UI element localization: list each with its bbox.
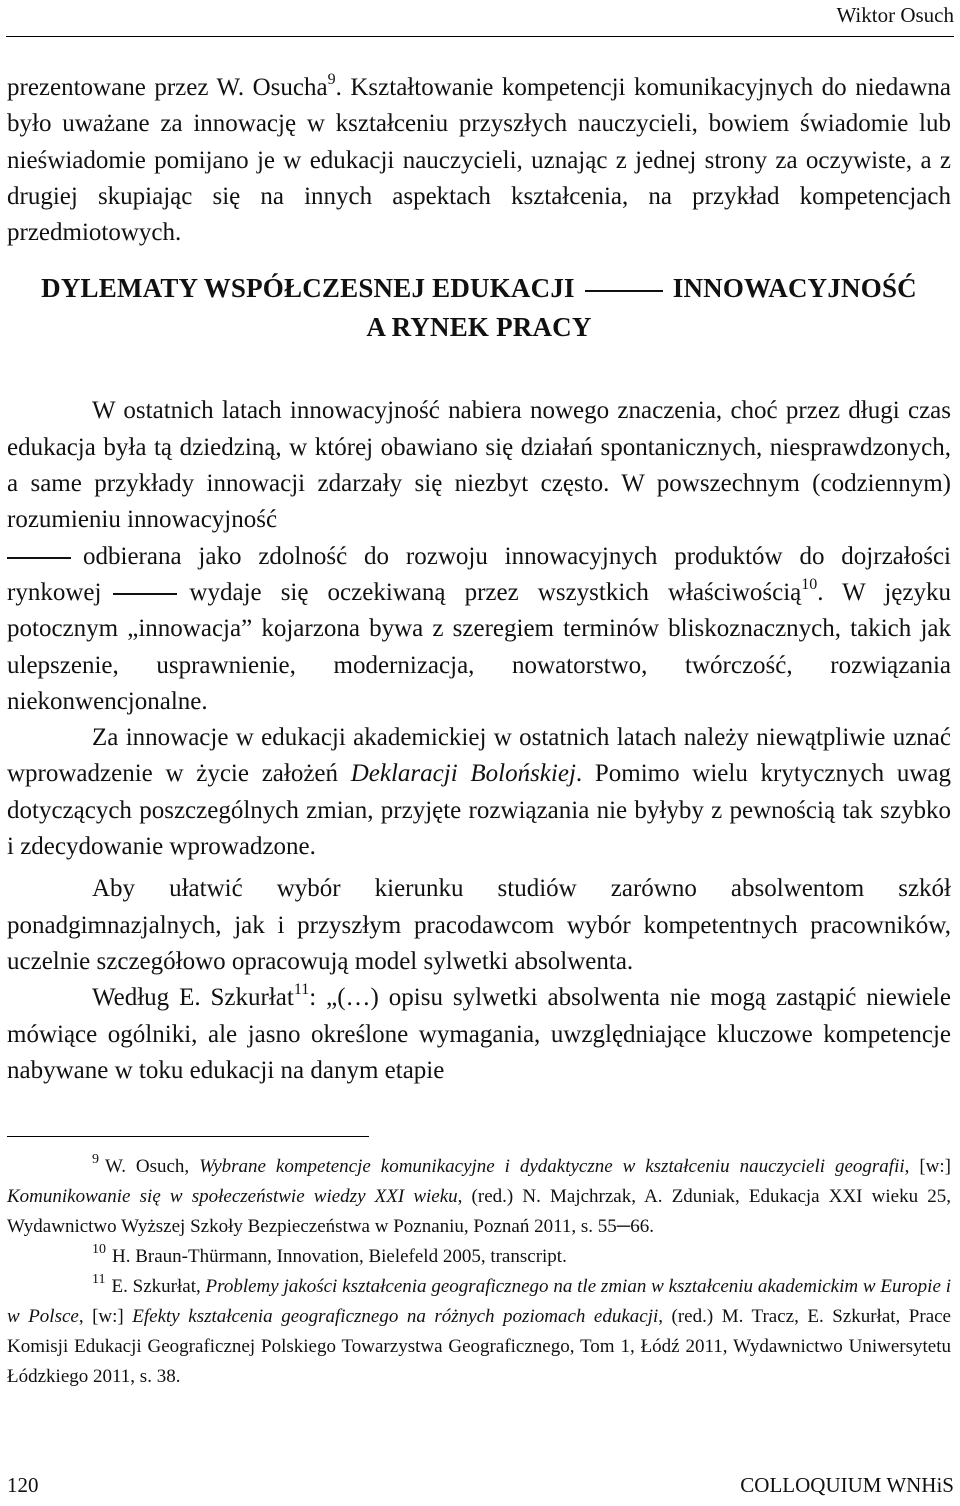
paragraph-1: W ostatnich latach innowacyjność nabiera nowego znaczenia, choć przez długi czas edukacja była tą dziedziną, w której obawiano się działań spontanicznych, niesprawdzonych, a same przykłady innowacji zdarzały się niezbyt często. W powszechnym (codziennym) rozumieniu innowacyjność odbierana jako zdolność do rozwoju innowacyjnych produktów do dojrzałości rynkowej wydaje się oczekiwaną przez wszystkich właściwością$^{10}$. W języku potocznym „innowacja” kojarzona bywa z szeregiem terminów bliskoznacznych, takich jak ulepszenie, usprawnienie, modernizacja, nowatorstwo, twórczość, rozwiązania niekonwencjonalne.	[7, 397, 951, 715]
page-number: 120	[7, 1473, 39, 1497]
em-dash	[113, 593, 177, 595]
section-heading: DYLEMATY WSPÓŁCZESNEJ EDUKACJI INNOWACYJNOŚĆ A RYNEK PRACY	[41, 273, 917, 343]
footnote-9: $^9$ W. Osuch, Wybrane kompetencje komunikacyjne i dydaktyczne w kształceniu nauczycieli geografii, [w:] Komunikowanie się w społeczeństwie wiedzy XXI wieku, (red.) N. Majchrzak, A. Zduniak, Edukacja XXI wieku 25, Wydawnictwo Wyższej Szkoły Bezpieczeństwa w Poznaniu, Poznań 2011, s. 55─66.	[7, 1152, 951, 1237]
footnote-ref-9[interactable]: 9	[327, 71, 336, 88]
main-text	[7, 70, 951, 1089]
footnote-10: $^{10}$ H. Braun-Thürmann, Innovation, Bielefeld 2005, transcript.	[92, 1242, 567, 1267]
em-dash	[585, 290, 663, 292]
journal-name: COLLOQUIUM WNHiS	[740, 1473, 954, 1497]
paragraph-2: Za innowacje w edukacji akademickiej w ostatnich latach należy niewątpliwie uznać wprowadzenie w życie założeń Deklaracji Bolońskiej. Pomimo wielu krytycznych uwag dotyczących poszczególnych zmian, przyjęte rozwiązania nie byłyby z pewnością tak szybko i zdecydowanie wprowadzone.	[7, 724, 951, 861]
paragraph-4: Według E. Szkurłat$^{11}$: „(…) opisu sylwetki absolwenta nie mogą zastąpić niewiele mówiące ogólniki, ale jasno określone wymagania, uwzględniające kluczowe kompetencje nabywane w toku edukacji na danym etapie	[7, 981, 951, 1084]
header-rule	[6, 36, 954, 37]
running-footer	[7, 1470, 954, 1506]
intro-paragraph: prezentowane przez W. Osucha$^9$. Kształtowanie kompetencji komunikacyjnych do niedawna było uważane za innowację w kształceniu przyszłych nauczycieli, bowiem świadomie lub nieświadomie pomijano je w edukacji nauczycieli, uznając z jednej strony za oczywiste, a z drugiej skupiając się na innych aspektach kształcenia, na przykład kompetencjach przedmiotowych.	[7, 71, 951, 247]
header-author: Wiktor Osuch	[836, 3, 954, 27]
footnotes	[7, 1152, 951, 1392]
em-dash	[7, 557, 71, 559]
footnote-rule	[7, 1136, 369, 1137]
footnote-ref-11[interactable]: 11	[293, 981, 310, 999]
footnote-11: $^{11}$ E. Szkurłat, Problemy jakości kształcenia geograficznego na tle zmian w kształceniu akademickim w Europie i w Polsce, [w:] Efekty kształcenia geograficznego na różnych poziomach edukacji, (red.) M. Tracz, E. Szkurłat, Prace Komisji Edukacji Geograficznej Polskiego Towarzystwa Geograficznego, Tom 1, Łódź 2011, Wydawnictwo Uniwersytetu Łódzkiego 2011, s. 38.	[7, 1272, 951, 1387]
running-header	[0, 0, 954, 36]
footnote-ref-10[interactable]: 10	[801, 575, 818, 593]
paragraph-3: Aby ułatwić wybór kierunku studiów zarówno absolwentom szkół ponadgimnazjalnych, jak i przyszłym pracodawcom wybór kompetentnych pracowników, uczelnie szczegółowo opracowują model sylwetki absolwenta.	[7, 875, 951, 975]
